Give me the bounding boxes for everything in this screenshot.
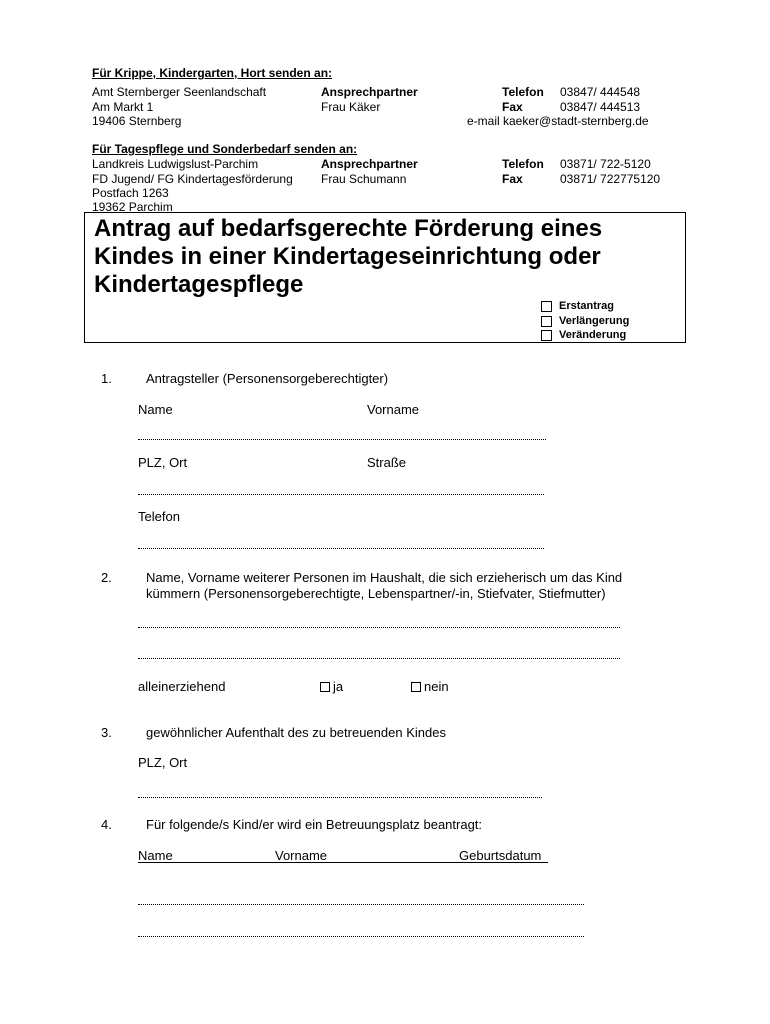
veraenderung-checkbox[interactable]	[541, 330, 552, 341]
household-person-field-2[interactable]	[138, 658, 620, 659]
landkreis-contact-name: Frau Schumann	[321, 172, 407, 186]
amt-fax: 03847/ 444513	[560, 100, 641, 114]
section3-heading: gewöhnlicher Aufenthalt des zu betreuenden Kindes	[146, 725, 446, 740]
section2-heading-line1: Name, Vorname weiterer Personen im Haushalt, die sich erzieherisch um das Kind	[146, 570, 623, 585]
title-box	[84, 212, 686, 343]
section1-number: 1.	[101, 371, 112, 386]
section4-heading: Für folgende/s Kind/er wird ein Betreuungsplatz beantragt:	[146, 817, 483, 832]
landkreis-phone: 03871/ 722-5120	[560, 157, 651, 171]
section2-number: 2.	[101, 570, 112, 585]
landkreis-address-line1: Landkreis Ludwigslust-Parchim	[92, 157, 259, 171]
alleinerziehend-nein-checkbox[interactable]	[411, 682, 421, 692]
child-entry-field-2[interactable]	[138, 936, 584, 937]
section4-number: 4.	[101, 817, 112, 832]
landkreis-address-line3: Postfach 1263	[92, 186, 169, 200]
erstantrag-checkbox[interactable]	[541, 301, 552, 312]
krippe-heading: Für Krippe, Kindergarten, Hort senden an:	[92, 66, 333, 80]
alleinerziehend-nein-label: nein	[424, 679, 449, 694]
child-plz-ort-label: PLZ, Ort	[138, 755, 188, 770]
child-col-vorname: Vorname	[275, 848, 328, 863]
alleinerziehend-label: alleinerziehend	[138, 679, 226, 694]
tagespflege-heading: Für Tagespflege und Sonderbedarf senden an:	[92, 142, 358, 156]
applicant-plz-ort-label: PLZ, Ort	[138, 455, 188, 470]
section2-heading-line2: kümmern (Personensorgeberechtigte, Lebenspartner/-in, Stiefvater, Stiefmutter)	[146, 586, 606, 601]
form-title-line1: Antrag auf bedarfsgerechte Förderung eines	[94, 215, 603, 242]
child-col-name: Name	[138, 848, 173, 863]
applicant-vorname-label: Vorname	[367, 402, 420, 417]
amt-address-line1: Amt Sternberger Seenlandschaft	[92, 85, 267, 99]
landkreis-address-line4: 19362 Parchim	[92, 200, 173, 214]
landkreis-address-line2: FD Jugend/ FG Kindertagesförderung	[92, 172, 293, 186]
child-entry-field-1[interactable]	[138, 904, 584, 905]
veraenderung-label: Veränderung	[559, 329, 627, 341]
form-title	[94, 215, 602, 299]
amt-address-line3: 19406 Sternberg	[92, 114, 182, 128]
alleinerziehend-ja-label: ja	[333, 679, 344, 694]
alleinerziehend-ja-checkbox[interactable]	[320, 682, 330, 692]
amt-address-line2: Am Markt 1	[92, 100, 154, 114]
amt-contact-label: Ansprechpartner	[321, 85, 418, 99]
section3-number: 3.	[101, 725, 112, 740]
landkreis-fax: 03871/ 722775120	[560, 172, 661, 186]
verlaengerung-label: Verlängerung	[559, 315, 630, 327]
section1-heading: Antragsteller (Personensorgeberechtigter)	[146, 371, 389, 386]
amt-phone-label: Telefon	[502, 85, 544, 99]
applicant-strasse-label: Straße	[367, 455, 407, 470]
applicant-name-label: Name	[138, 402, 173, 417]
child-col-geburtsdatum: Geburtsdatum	[459, 848, 542, 863]
applicant-telefon-label: Telefon	[138, 509, 180, 524]
amt-contact-name: Frau Käker	[321, 100, 381, 114]
amt-email: e-mail kaeker@stadt-sternberg.de	[467, 114, 649, 128]
form-title-line3: Kindertagespflege	[94, 271, 304, 298]
landkreis-fax-label: Fax	[502, 172, 523, 186]
verlaengerung-checkbox[interactable]	[541, 316, 552, 327]
applicant-address-field[interactable]	[138, 494, 544, 495]
landkreis-phone-label: Telefon	[502, 157, 544, 171]
household-person-field-1[interactable]	[138, 627, 620, 628]
erstantrag-label: Erstantrag	[559, 300, 615, 312]
form-title-line2: Kindes in einer Kindertageseinrichtung oder	[94, 243, 601, 270]
landkreis-contact-label: Ansprechpartner	[321, 157, 418, 171]
child-residence-field[interactable]	[138, 797, 542, 798]
applicant-telefon-field[interactable]	[138, 548, 544, 549]
amt-phone: 03847/ 444548	[560, 85, 641, 99]
amt-fax-label: Fax	[502, 100, 523, 114]
applicant-name-field[interactable]	[138, 439, 546, 440]
